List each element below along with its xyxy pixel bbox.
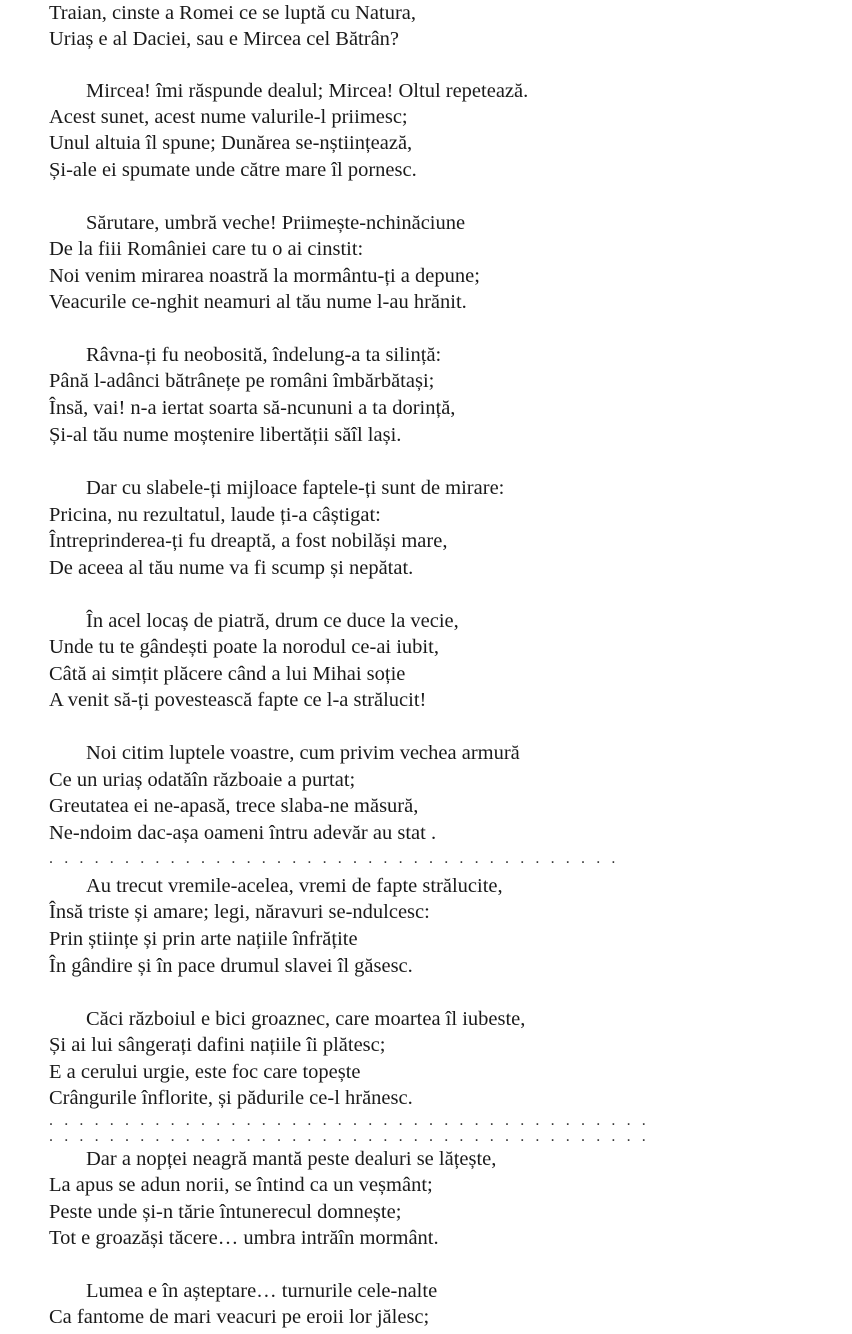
poem-line: Uriaș e al Daciei, sau e Mircea cel Bătrân?: [49, 28, 400, 50]
ellipsis-dots: . . . . . . . . . . . . . . . . . . . . . . . . . . . . . . . . . . . . . . . .: [49, 1128, 650, 1145]
poem-line: Unul altuia îl spune; Dunărea se-nștiințează,: [49, 132, 413, 154]
poem-line: Au trecut vremile-acelea, vremi de fapte strălucite,: [86, 875, 503, 897]
poem-line: Sărutare, umbră veche! Priimește-nchinăciune: [86, 212, 466, 234]
poem-line: Noi citim luptele voastre, cum privim vechea armură: [86, 742, 520, 764]
poem-line: Ca fantome de mari veacuri pe eroii lor jălesc;: [49, 1306, 430, 1328]
ellipsis-dots: . . . . . . . . . . . . . . . . . . . . . . . . . . . . . . . . . . . . . . . .: [49, 1112, 650, 1129]
poem-line: Dar cu slabele-ți mijloace faptele-ți sunt de mirare:: [86, 477, 505, 499]
poem-line: Întreprinderea-ți fu dreaptă, a fost nobilăși mare,: [49, 530, 448, 552]
poem-line: Căci războiul e bici groaznec, care moartea îl iubeste,: [86, 1008, 526, 1030]
poem-line: Acest sunet, acest nume valurile-l priimesc;: [49, 106, 408, 128]
poem-line: Pricina, nu rezultatul, laude ți-a câștigat:: [49, 504, 381, 526]
poem-line: Tot e groazăși tăcere… umbra intrăîn mormânt.: [49, 1227, 439, 1249]
poem-line: Și ai lui sângerați dafini națiile îi plătesc;: [49, 1034, 386, 1056]
poem-line: Peste unde și-n tărie întunerecul domnește;: [49, 1201, 402, 1223]
poem-line: A venit să-ți povestească fapte ce l-a strălucit!: [49, 689, 427, 711]
poem-line: Ne-ndoim dac-așa oameni întru adevăr au stat .: [49, 822, 437, 844]
ellipsis-dots: . . . . . . . . . . . . . . . . . . . . . . . . . . . . . . . . . . . . . .: [49, 850, 619, 867]
poem-line: Și-ale ei spumate unde către mare îl pornesc.: [49, 159, 417, 181]
poem-line: Câtă ai simțit plăcere când a lui Mihai soție: [49, 663, 406, 685]
poem-line: Unde tu te gândești poate la norodul ce-ai iubit,: [49, 636, 439, 658]
poem-line: În gândire și în pace drumul slavei îl găsesc.: [49, 955, 413, 977]
poem-line: Mircea! îmi răspunde dealul; Mircea! Oltul repetează.: [86, 80, 529, 102]
poem-line: Lumea e în așteptare… turnurile cele-nalte: [86, 1280, 438, 1302]
poem-line: Dar a nopței neagră mantă peste dealuri se lățește,: [86, 1148, 497, 1170]
poem-line: Râvna-ți fu neobosită, îndelung-a ta silință:: [86, 344, 442, 366]
poem-line: Până l-adânci bătrânețe pe români îmbărbătași;: [49, 370, 435, 392]
poem-line: Traian, cinste a Romei ce se luptă cu Natura,: [49, 2, 416, 24]
poem-line: Greutatea ei ne-apasă, trece slaba-ne măsură,: [49, 795, 419, 817]
poem-line: Crângurile înflorite, și pădurile ce-l hrănesc.: [49, 1087, 413, 1109]
poem-line: Însă, vai! n-a iertat soarta să-ncununi a ta dorință,: [49, 397, 456, 419]
poem-line: De la fiii României care tu o ai cinstit:: [49, 238, 364, 260]
poem-line: Însă triste și amare; legi, năravuri se-ndulcesc:: [49, 901, 430, 923]
poem-line: E a cerului urgie, este foc care topește: [49, 1061, 361, 1083]
poem-line: Ce un uriaș odatăîn războaie a purtat;: [49, 769, 356, 791]
poem-line: Noi venim mirarea noastră la mormântu-ți a depune;: [49, 265, 480, 287]
poem-line: Prin științe și prin arte națiile înfrățite: [49, 928, 358, 950]
poem-line: Și-al tău nume moștenire libertății săîl lași.: [49, 424, 402, 446]
poem-line: Veacurile ce-nghit neamuri al tău nume l-au hrănit.: [49, 291, 467, 313]
poem-line: La apus se adun norii, se întind ca un veșmânt;: [49, 1174, 433, 1196]
poem-line: În acel locaș de piatră, drum ce duce la vecie,: [86, 610, 459, 632]
poem-line: De aceea al tău nume va fi scump și nepătat.: [49, 557, 414, 579]
